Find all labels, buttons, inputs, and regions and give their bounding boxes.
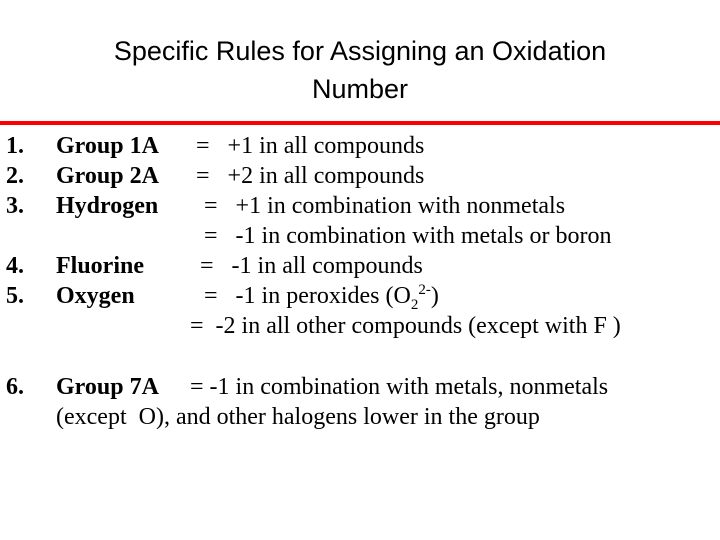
- rule-name: Group 7A: [56, 374, 159, 400]
- rule-name: Oxygen: [56, 283, 135, 309]
- peroxide-subscript: 2: [410, 296, 419, 313]
- rule-name: Fluorine: [56, 253, 144, 279]
- rule-number: 3.: [6, 193, 24, 219]
- peroxide-close: ): [430, 283, 439, 309]
- rule-number: 4.: [6, 253, 24, 279]
- rule-number: 6.: [6, 374, 24, 400]
- rule-value: = -1 in combination with metals, nonmetals: [190, 374, 609, 400]
- title-line-1: Specific Rules for Assigning an Oxidation: [113, 36, 607, 66]
- rule-number: 5.: [6, 283, 24, 309]
- rule-value: = -1 in all compounds: [200, 253, 423, 279]
- rule-name: Hydrogen: [56, 193, 159, 219]
- slide-title: [0, 32, 720, 108]
- rule-value: = +1 in combination with nonmetals: [204, 193, 566, 219]
- rule-value: = +2 in all compounds: [196, 163, 425, 189]
- rule-number: 2.: [6, 163, 24, 189]
- rule-value: = -1 in combination with metals or boron: [204, 223, 612, 249]
- peroxide-superscript: 2-: [418, 282, 431, 298]
- peroxide-text: = -1 in peroxides (O: [204, 283, 411, 309]
- rule-name: Group 2A: [56, 163, 159, 189]
- rule-value: [204, 281, 439, 311]
- rule-value: = -2 in all other compounds (except with F ): [190, 313, 621, 339]
- rule-name: Group 1A: [56, 133, 159, 159]
- rule-value: (except O), and other halogens lower in the group: [56, 404, 540, 430]
- title-divider: [0, 121, 720, 125]
- rule-value: = +1 in all compounds: [196, 133, 425, 159]
- title-line-2: Number: [311, 74, 409, 104]
- rule-number: 1.: [6, 133, 24, 159]
